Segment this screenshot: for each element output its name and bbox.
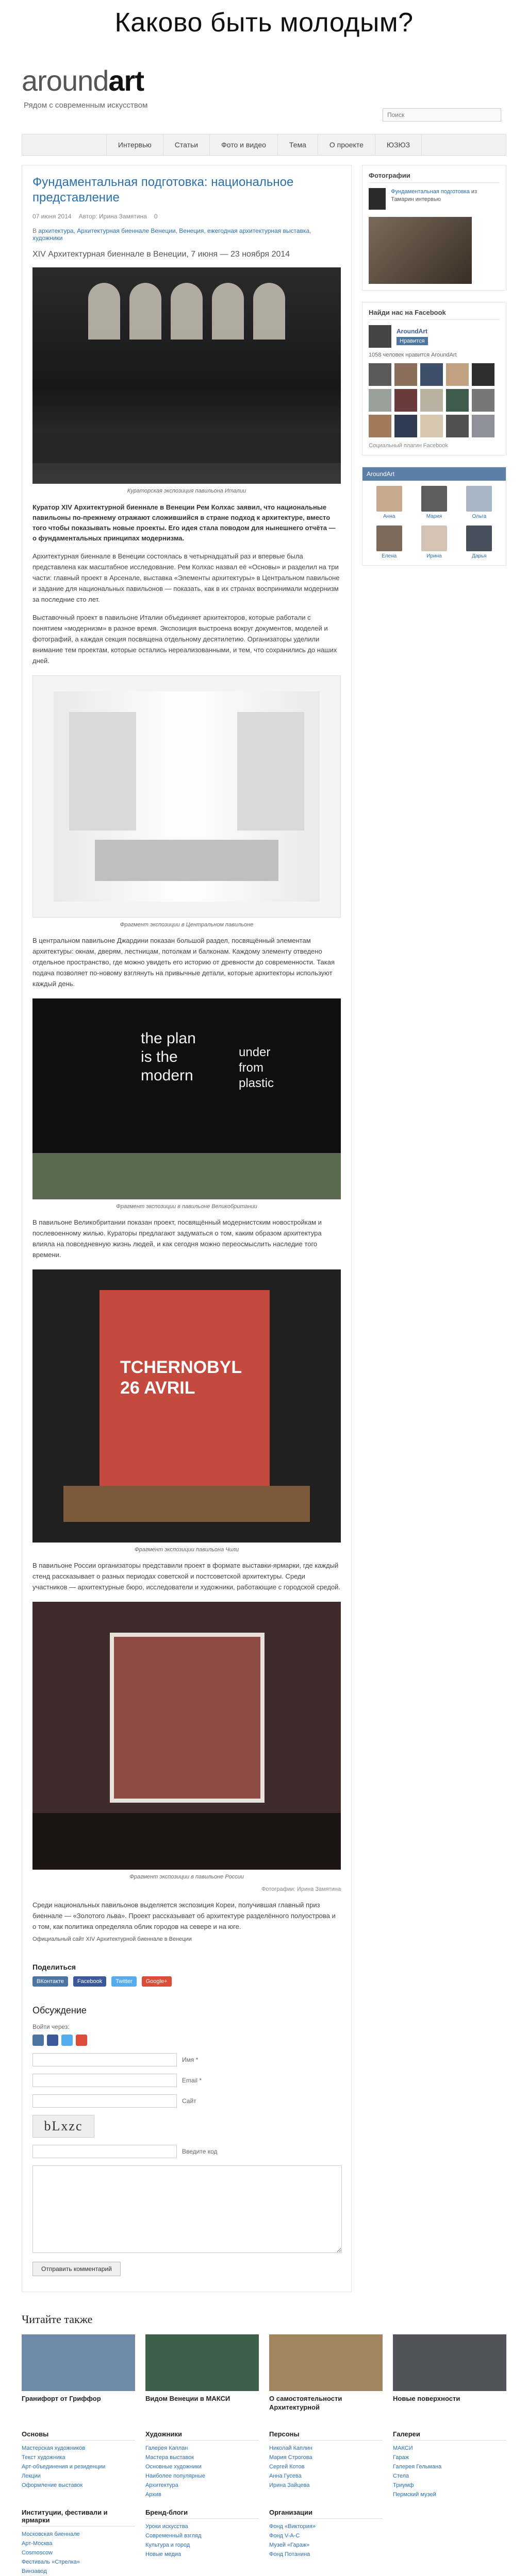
vk-member-name: Елена (382, 553, 397, 559)
photo-arches (32, 283, 341, 345)
photo-text-right: under from plastic (239, 1045, 274, 1090)
footer-link[interactable]: Фестиваль «Стрелка» (22, 2559, 80, 2565)
site-tagline: Рядом с современным искусством (24, 101, 148, 110)
feed-subtext: из Тамарин интервью (391, 189, 477, 202)
related-post[interactable] (393, 2334, 506, 2412)
photo-russia-pavilion[interactable] (32, 1602, 341, 1870)
article (22, 165, 352, 2292)
photo-credit: Фотографии: Ирина Замятина (261, 1886, 341, 1892)
photo-caption: Кураторская экспозиция павильона Италии (127, 488, 246, 494)
footer-link[interactable]: Арт-объединения и резиденции (22, 2464, 106, 2470)
footer-link[interactable]: Фонд V-A-C (269, 2533, 300, 2539)
feed-large-image[interactable] (369, 217, 472, 284)
google-login-icon[interactable] (76, 2035, 87, 2046)
site-header (22, 57, 506, 134)
footer-link[interactable]: Ирина Зайцева (269, 2482, 310, 2488)
facebook-fan-avatar[interactable] (369, 415, 391, 437)
photo-feed-item[interactable] (369, 188, 500, 210)
share-facebook-button[interactable]: Facebook (73, 1976, 106, 1987)
footer-link[interactable]: Cosmoscow (22, 2550, 53, 2556)
footer-category-title[interactable]: Галереи (393, 2430, 506, 2441)
photo-caption: Фрагмент экспозиции в Центральном павильоне (120, 922, 254, 928)
footer-link[interactable]: Галерея Каплан (145, 2445, 188, 2451)
vk-member-avatar[interactable] (376, 526, 402, 551)
footer-link[interactable]: Сергей Котов (269, 2464, 305, 2470)
nav-item-photo-video[interactable]: Фото и видео (210, 134, 278, 155)
related-posts (22, 2313, 506, 2412)
footer-link[interactable]: Московская биеннале (22, 2531, 80, 2537)
footer-link[interactable]: Уроки искусства (145, 2523, 188, 2530)
vk-member[interactable] (369, 486, 409, 519)
tags-prefix: В (32, 227, 37, 234)
captcha-label: Введите код (182, 2148, 218, 2155)
captcha-field[interactable] (32, 2145, 177, 2158)
footer-category-title[interactable]: Основы (22, 2430, 135, 2441)
nav-item-articles[interactable]: Статьи (163, 134, 210, 155)
top-banner[interactable] (0, 0, 528, 57)
post-meta (32, 213, 341, 220)
footer-category-title[interactable]: Институции, фестивали и ярмарки (22, 2509, 135, 2527)
footer-category (269, 2430, 383, 2499)
related-post[interactable] (269, 2334, 383, 2412)
nav-item-about[interactable]: О проекте (318, 134, 375, 155)
vk-members-grid (369, 486, 500, 559)
photo-uk-pavilion[interactable] (32, 998, 341, 1199)
facebook-fan-avatar[interactable] (420, 415, 443, 437)
vk-member[interactable] (459, 486, 500, 519)
banner-title: Каково быть молодым? (114, 8, 414, 38)
vk-member-name: Ирина (426, 553, 442, 559)
footer-link[interactable]: Лекции (22, 2473, 41, 2479)
facebook-page-name[interactable]: AroundArt (397, 328, 427, 335)
email-field[interactable] (32, 2074, 177, 2087)
vk-member-avatar[interactable] (376, 486, 402, 512)
footer-link[interactable]: Мария Строгова (269, 2454, 312, 2461)
footer-link[interactable]: Галерея Гельмана (393, 2464, 442, 2470)
share-title: Поделиться (32, 1963, 76, 1971)
related-row (22, 2334, 506, 2412)
photo-chile-pavilion[interactable] (32, 1269, 341, 1543)
name-label: Имя * (182, 2056, 199, 2063)
footer-link[interactable]: Текст художника (22, 2454, 65, 2461)
content-wrap (22, 165, 506, 2292)
feed-text (391, 188, 500, 210)
footer-link[interactable]: МАКСИ (393, 2445, 413, 2451)
vk-widget (362, 467, 506, 566)
vk-member[interactable] (369, 526, 409, 559)
site-field[interactable] (32, 2094, 177, 2108)
related-title: Читайте также (22, 2313, 93, 2326)
footer-category (22, 2509, 135, 2576)
paragraph: В центральном павильоне Джардини показан большой раздел, посвящённый элементам архитектуры: окнам, дверям, лестницам, потолкам и балконам. Каждому элементу отведено отдельное пространство, где можно увидеть его историю от древности до современности. Такая подача позволяет по-новому взглянуть на привычные детали, которые архитекторы используют каждый день. (32, 937, 335, 988)
footer-link[interactable]: Фонд Потанина (269, 2551, 310, 2557)
paragraph: Среди национальных павильонов выделяется экспозиция Кореи, получившая главный приз биеннале — «Золотого льва». Проект рассказывает об архитектуре разделённого полуострова и о том, как политика определяла облик городов на севере и на юге. (32, 1901, 336, 1930)
facebook-fans-grid (369, 363, 500, 437)
related-post-image[interactable] (393, 2334, 506, 2391)
photo-caption: Фрагмент экспозиции павильона Чили (134, 1547, 239, 1553)
footer-link[interactable]: Новые медиа (145, 2551, 182, 2557)
email-row (32, 2074, 341, 2087)
vk-member[interactable] (459, 526, 500, 559)
vk-member[interactable] (414, 526, 454, 559)
facebook-fan-avatar[interactable] (394, 363, 417, 386)
photo-shadow (32, 432, 341, 463)
facebook-fan-avatar[interactable] (472, 415, 494, 437)
facebook-fan-avatar[interactable] (369, 389, 391, 412)
site-logo[interactable] (22, 64, 144, 97)
footer-link[interactable]: Винзавод (22, 2568, 47, 2574)
captcha-image: bLxzc (32, 2115, 94, 2138)
site-label: Сайт (182, 2097, 196, 2105)
footer-categories (22, 2430, 506, 2576)
post-title[interactable]: Фундаментальная подготовка: национальное представление (32, 175, 294, 205)
submit-comment-button[interactable]: Отправить комментарий (32, 2262, 121, 2276)
facebook-page-head (369, 325, 500, 348)
post-lead: XIV Архитектурная биеннале в Венеции, 7 июня — 23 ноября 2014 (32, 250, 290, 259)
footer-category (22, 2430, 135, 2499)
paragraph: Выставочный проект в павильоне Италии объединяет архитекторов, которые работали с понятием «модернизм» в разное время. Экспозиция выстроена вокруг документов, моделей и фотографий, а каждая секция посвящена отдельному десятилетию. Организаторы уделили внимание тем проектам, которые остались нереализованными, и тем, что сохранились до наших дней. (32, 614, 337, 665)
footer-category-title[interactable]: Художники (145, 2430, 259, 2441)
share-vk-button[interactable]: ВКонтакте (32, 1976, 68, 1987)
footer-link[interactable]: Современный взгляд (145, 2533, 202, 2539)
photo-widget-title: Фотографии (369, 172, 500, 183)
footer-link[interactable]: Культура и город (145, 2542, 190, 2548)
share-twitter-button[interactable]: Twitter (111, 1976, 136, 1987)
captcha-row (32, 2145, 341, 2158)
feed-link[interactable]: Фундаментальная подготовка (391, 189, 470, 195)
related-post-image[interactable] (22, 2334, 135, 2391)
footer-link[interactable]: Анна Гусева (269, 2473, 302, 2479)
facebook-fan-avatar[interactable] (446, 415, 469, 437)
photo-central-pavilion[interactable] (32, 675, 341, 918)
twitter-login-icon[interactable] (61, 2035, 73, 2046)
related-post-image[interactable] (145, 2334, 259, 2391)
sidebar (362, 165, 506, 577)
related-post[interactable] (145, 2334, 259, 2412)
facebook-fan-avatar[interactable] (446, 389, 469, 412)
related-post-title[interactable]: Новые поверхности (393, 2395, 460, 2402)
vk-member-avatar[interactable] (421, 486, 447, 512)
photo-italy-pavilion[interactable] (32, 267, 341, 484)
name-field[interactable] (32, 2053, 177, 2066)
facebook-fan-avatar[interactable] (472, 363, 494, 386)
facebook-page-logo[interactable] (369, 325, 391, 348)
share-buttons (32, 1976, 341, 1987)
paragraph: Архитектурная биеннале в Венеции состоялась в четырнадцатый раз и впервые была представлена как масштабное исследование. Рем Колхас назвал её «Основы» и разделил на три части: главный проект в Арсенале, выставка «Элементы архитектуры» в Центральном павильоне и задание для национальных павильонов — показать, как в их странах воспринимали модернизм за последние сто лет. (32, 552, 340, 603)
paragraph: В павильоне России организаторы представили проект в формате выставки-ярмарки, где каждый стенд рассказывает о разных периодах советской и постсоветской архитектуры. Среди участников — архитектурные бюро, исследователи и художники, работающие с городской средой. (32, 1562, 341, 1591)
footer-category (145, 2430, 259, 2499)
related-post-title[interactable]: Видом Венеции в МАКСИ (145, 2395, 230, 2402)
vk-login-icon[interactable] (32, 2035, 44, 2046)
comment-textarea[interactable] (32, 2165, 342, 2253)
footer-link[interactable]: Архитектура (145, 2482, 178, 2488)
photo-caption: Фрагмент экспозиции в павильоне России (129, 1874, 244, 1880)
footer-link[interactable]: Стела (393, 2473, 409, 2479)
logo-bold-text: art (108, 64, 144, 97)
footer-link[interactable]: Музей «Гараж» (269, 2542, 310, 2548)
related-post-title[interactable]: Гранифорт от Гриффор (22, 2395, 101, 2402)
social-login-icons (32, 2035, 341, 2046)
tags-links[interactable]: архитектура, Архитектурная биеннале Венеции, Венеция, ежегодная архитектурная выставка, художники (32, 227, 311, 242)
facebook-fan-avatar[interactable] (446, 363, 469, 386)
footer-link[interactable]: Николай Каплин (269, 2445, 312, 2451)
search-input[interactable] (383, 108, 501, 122)
vk-member-name: Анна (383, 514, 395, 519)
photo-poster-text: TCHERNOBYL 26 AVRIL (120, 1358, 242, 1398)
footer-link[interactable]: Пермский музей (393, 2492, 436, 2498)
facebook-fan-avatar[interactable] (420, 389, 443, 412)
related-post-image[interactable] (269, 2334, 383, 2391)
vk-member-name: Дарья (472, 553, 487, 559)
feed-thumbnail[interactable] (369, 188, 386, 210)
photo-widget (362, 165, 506, 291)
facebook-fan-avatar[interactable] (394, 415, 417, 437)
footer-link[interactable]: Архив (145, 2492, 161, 2498)
footer-link[interactable]: Фонд «Виктория» (269, 2523, 316, 2530)
footer-link[interactable]: Основные художники (145, 2464, 202, 2470)
nav-item-topics[interactable]: Тема (278, 134, 318, 155)
facebook-fan-avatar[interactable] (420, 363, 443, 386)
footer-link[interactable]: Триумф (393, 2482, 414, 2488)
footer-category-title[interactable]: Бренд-блоги (145, 2509, 259, 2519)
facebook-fan-avatar[interactable] (472, 389, 494, 412)
logo-light-text: around (22, 64, 109, 97)
vk-member-avatar[interactable] (466, 486, 492, 512)
nav-item-extra[interactable]: ЮЗЮЗ (375, 134, 422, 155)
post-date: 07 июня 2014 (32, 213, 72, 220)
facebook-fan-avatar[interactable] (394, 389, 417, 412)
facebook-widget-title: Найди нас на Facebook (369, 309, 500, 320)
footer-link[interactable]: Оформление выставок (22, 2482, 83, 2488)
vk-widget-title[interactable]: AroundArt (362, 467, 506, 481)
official-site-link[interactable]: Официальный сайт XIV Архитектурной биеннале в Венеции (32, 1936, 192, 1942)
vk-member-name: Ольга (472, 514, 487, 519)
post-author[interactable]: Автор: Ирина Замятина (78, 213, 147, 220)
email-label: Email * (182, 2077, 202, 2084)
footer-category (393, 2430, 506, 2499)
nav-item-interviews[interactable]: Интервью (106, 134, 163, 155)
vk-member-name: Мария (426, 514, 442, 519)
footer-link[interactable]: Мастера выставок (145, 2454, 194, 2461)
photo-text-left: the plan is the modern (141, 1030, 196, 1084)
name-row (32, 2053, 341, 2066)
share-google-button[interactable]: Google+ (142, 1976, 172, 1987)
footer-category (269, 2509, 383, 2576)
facebook-widget (362, 302, 506, 455)
photo-caption: Фрагмент экспозиции в павильоне Великобритании (116, 1204, 257, 1210)
footer-link[interactable]: Наиболее популярные (145, 2473, 205, 2479)
vk-member-avatar[interactable] (466, 526, 492, 551)
vk-member-avatar[interactable] (421, 526, 447, 551)
paragraph: В павильоне Великобритании показан проект, посвящённый модернистским новостройкам и послевоенному жилью. Кураторы предлагают задуматься о том, каким образом архитектура влияла на повседневную жизнь людей, и как сегодня можно переосмыслить наследие того времени. (32, 1218, 322, 1259)
footer-link[interactable]: Мастерская художников (22, 2445, 86, 2451)
footer-link[interactable]: Арт-Москва (22, 2540, 53, 2547)
facebook-plugin-note: Социальный плагин Facebook (369, 443, 449, 449)
site-row (32, 2094, 341, 2108)
facebook-like-button[interactable]: Нравится (397, 337, 428, 345)
comments-title: Обсуждение (32, 2005, 87, 2015)
footer-category (145, 2509, 259, 2576)
footer-link[interactable]: Гараж (393, 2454, 409, 2461)
facebook-like-count: 1058 человек нравится AroundArt (369, 352, 457, 358)
related-post-title[interactable]: О самостоятельности Архитектурной (269, 2395, 342, 2411)
social-login-label: Войти через: (32, 2023, 70, 2030)
vk-member[interactable] (414, 486, 454, 519)
post-tags (32, 227, 341, 242)
comment-count[interactable]: 0 (154, 213, 158, 220)
main-nav (22, 134, 506, 156)
footer-category-title[interactable]: Организации (269, 2509, 383, 2519)
footer-category-title[interactable]: Персоны (269, 2430, 383, 2441)
facebook-fan-avatar[interactable] (369, 363, 391, 386)
related-post[interactable] (22, 2334, 135, 2412)
facebook-login-icon[interactable] (47, 2035, 58, 2046)
post-intro: Куратор XIV Архитектурной биеннале в Венеции Рем Колхас заявил, что национальные павильоны по-прежнему отражают сложившийся в стране подход к архитектуре, вместо того чтобы показывать новые проекты. Его идея стала поводом для нынешнего отчёта — о фундаментальных принципах модернизма. (32, 503, 336, 542)
